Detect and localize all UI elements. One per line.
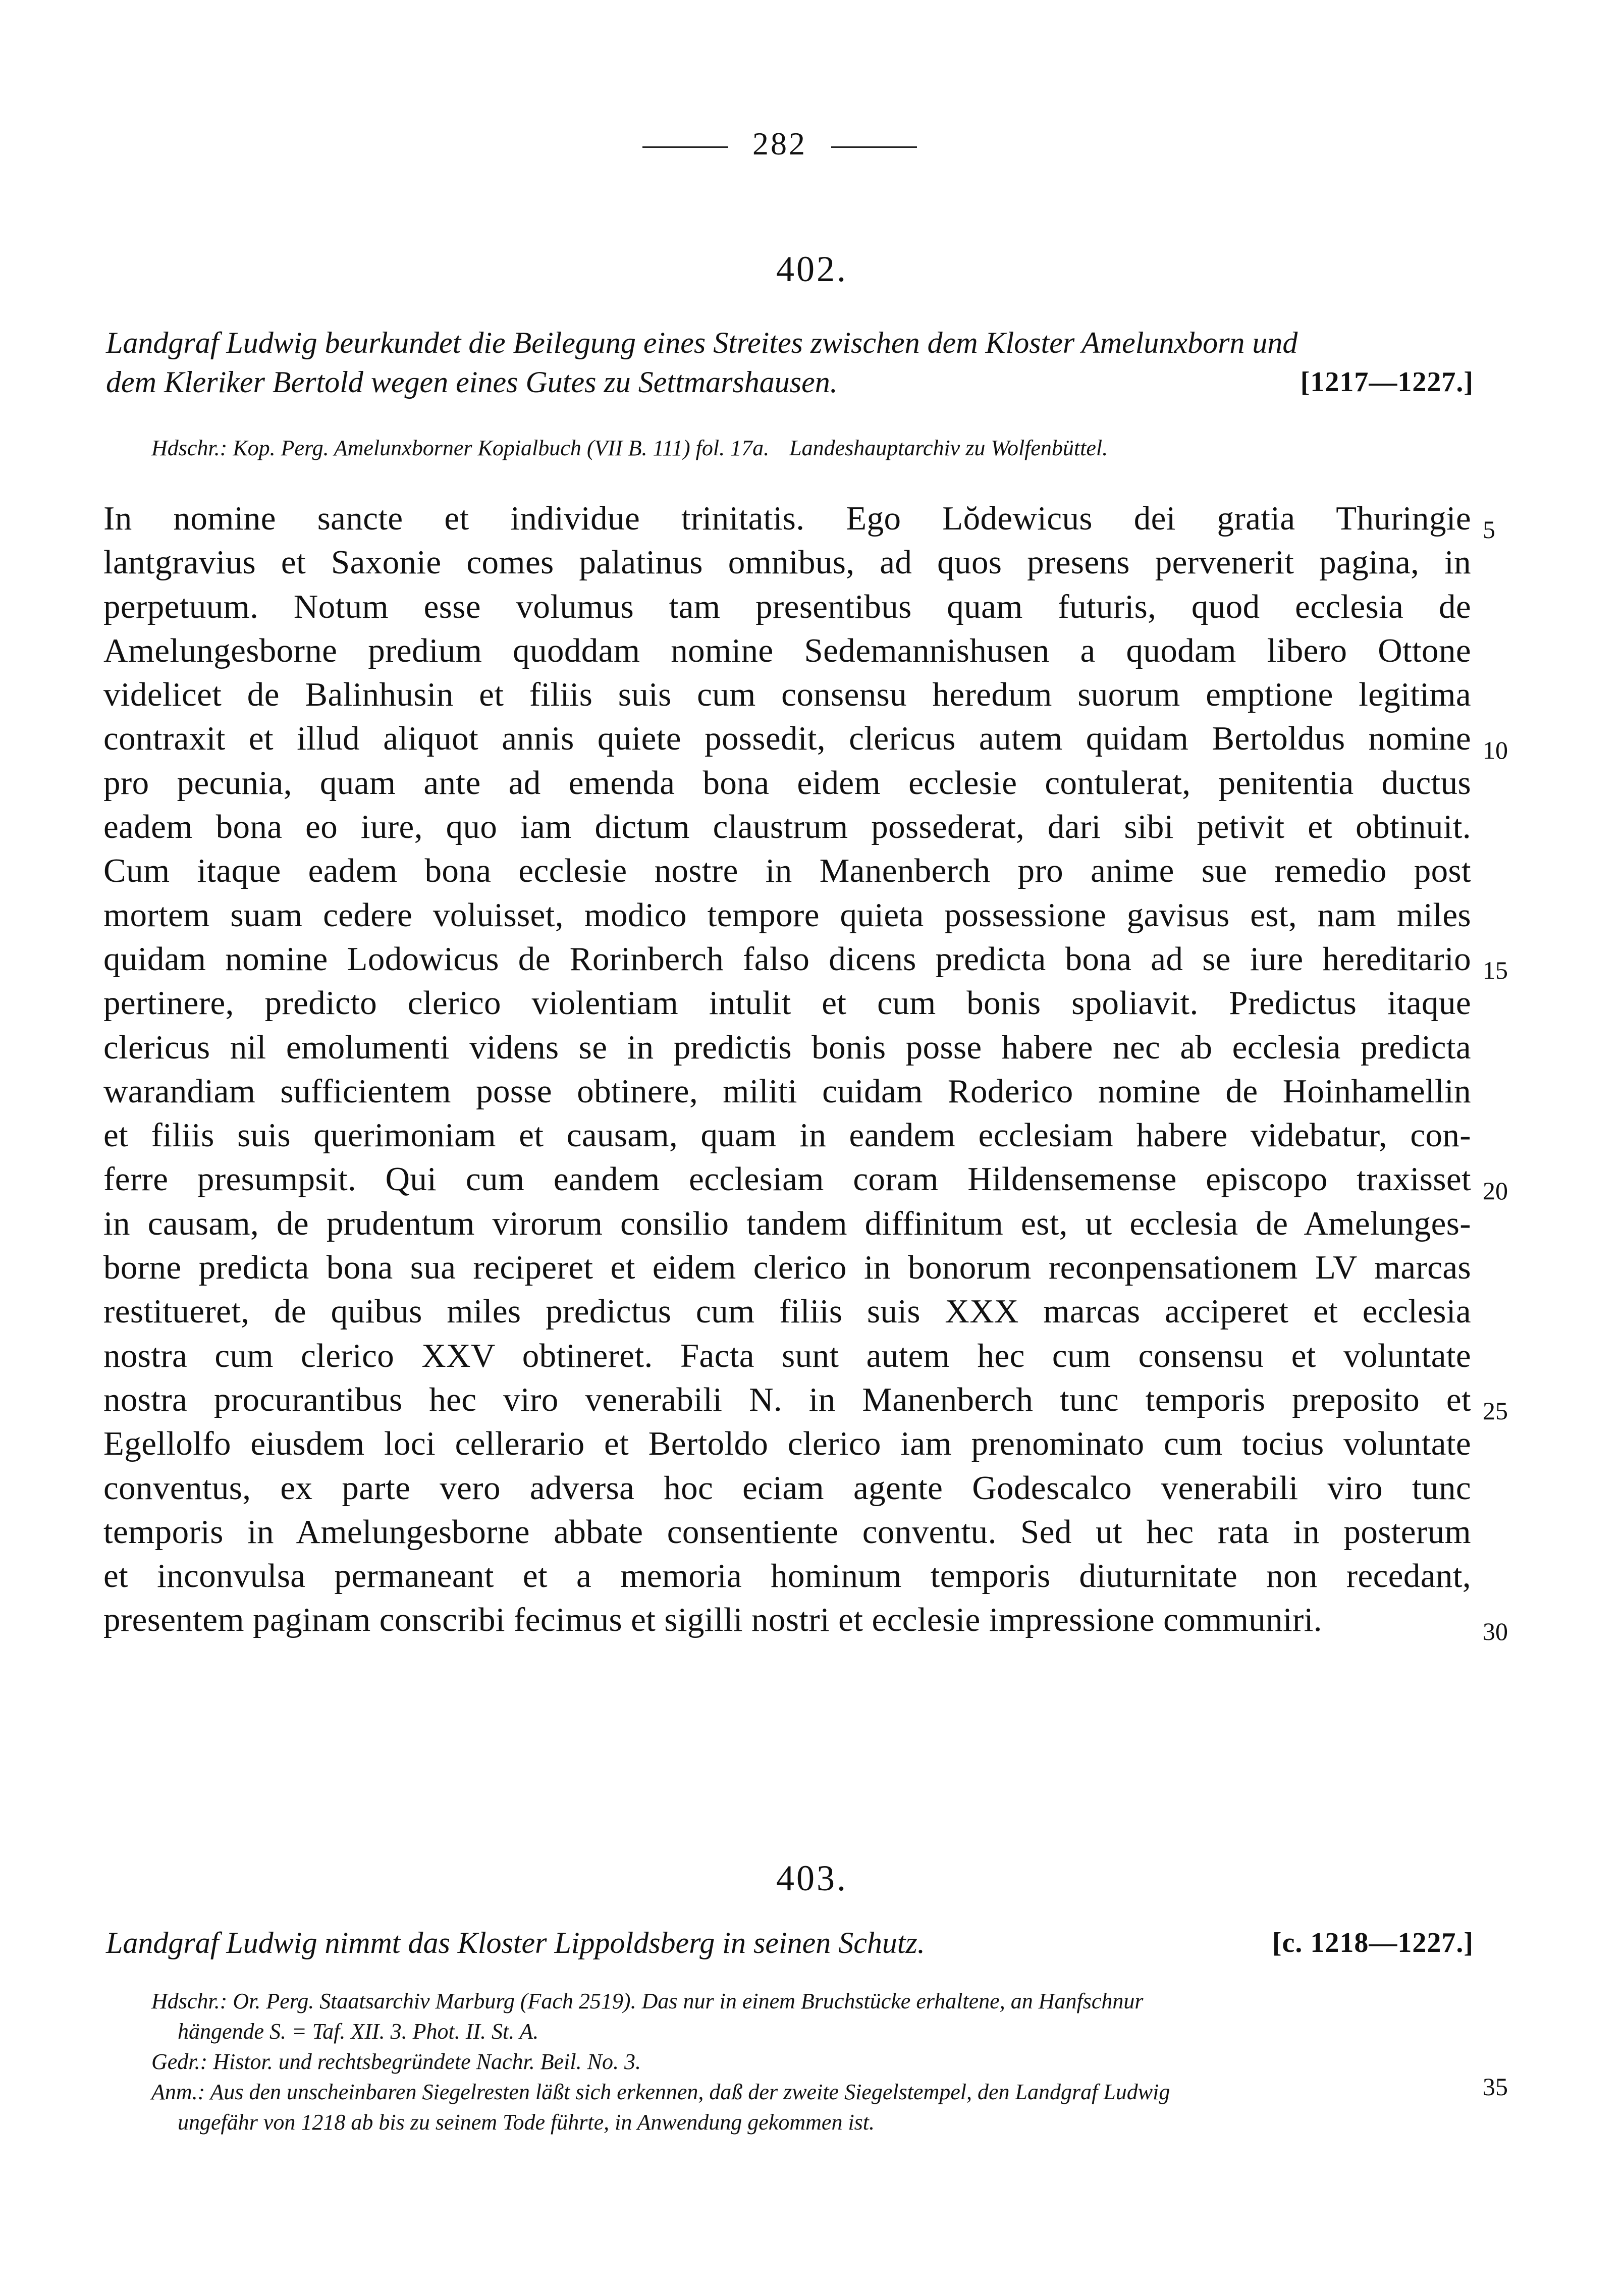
text-line: mortem suam cedere voluisset, modico tempore quieta possessione gavisus est, nam miles — [103, 896, 1471, 934]
text-line: Cum itaque eadem bona ecclesie nostre in Manenberch pro anime sue remedio post — [103, 852, 1471, 890]
line-number: 30 — [1483, 1617, 1508, 1645]
text-line: quidam nomine Lodowicus de Rorinberch falso dicens predicta bona ad se iure hereditario — [103, 940, 1471, 978]
text-line: lantgravius et Saxonie comes palatinus omnibus, ad quos presens pervenerit pagina, in — [103, 544, 1471, 581]
text-line: Egellolfo eiusdem loci cellerario et Bertoldo clerico iam prenominato cum tocius voluntate — [103, 1425, 1471, 1463]
text-line: nostra procurantibus hec viro venerabili N. in Manenberch tunc temporis preposito et — [103, 1380, 1471, 1418]
document-402-heading — [106, 323, 1474, 402]
text-line: borne predicta bona sua reciperet et eidem clerico in bonorum reconpensationem LV marcas — [103, 1249, 1471, 1287]
text-line: presentem paginam conscribi fecimus et sigilli nostri et ecclesie impressione communiri. — [103, 1601, 1322, 1639]
line-number: 35 — [1483, 2073, 1508, 2101]
heading-line: Landgraf Ludwig beurkundet die Beilegung eines Streites zwischen dem Kloster Amelunxborn und — [106, 326, 1298, 359]
text-line: pro pecunia, quam ante ad emenda bona eidem ecclesie contulerat, penitentia ductus — [103, 764, 1471, 802]
text-line: eadem bona eo iure, quo iam dictum claustrum possederat, dari sibi petivit et obtinuit. — [103, 808, 1471, 846]
document-402-apparatus — [151, 433, 1474, 463]
document-403-apparatus — [151, 1986, 1474, 2138]
document-number-402: 402. — [776, 249, 848, 289]
document-number-403: 403. — [776, 1858, 848, 1898]
document-403-heading — [106, 1923, 1474, 1962]
text-line: conventus, ex parte vero adversa hoc eciam agente Godescalco venerabili viro tunc — [103, 1469, 1471, 1507]
line-number: 25 — [1483, 1397, 1508, 1425]
heading-line: Landgraf Ludwig nimmt das Kloster Lippoldsberg in seinen Schutz. — [106, 1926, 925, 1959]
text-line: restitueret, de quibus miles predictus cum filiis suis XXX marcas acciperet et ecclesia — [103, 1293, 1471, 1331]
text-line: videlicet de Balinhusin et filiis suis cum consensu heredum suorum emptione legitima — [103, 676, 1471, 714]
left-rule — [642, 146, 728, 148]
apparatus-line: Anm.: Aus den unscheinbaren Siegelresten läßt sich erkennen, daß der zweite Siegelstempel, den Landgraf Ludwig — [151, 2080, 1170, 2104]
text-line: Amelungesborne predium quoddam nomine Sedemannishusen a quodam libero Ottone — [103, 631, 1471, 669]
text-line: ferre presumpsit. Qui cum eandem ecclesiam coram Hildensemense episcopo traxisset — [103, 1160, 1471, 1198]
text-line: nostra cum clerico XXV obtineret. Facta sunt autem hec cum consensu et voluntate — [103, 1337, 1471, 1374]
document-date: [c. 1218—1227.] — [1272, 1927, 1474, 1958]
text-line: perpetuum. Notum esse volumus tam presentibus quam futuris, quod ecclesia de — [103, 588, 1471, 625]
document-402-text — [103, 497, 1471, 1642]
line-number: 10 — [1483, 736, 1508, 764]
text-line: pertinere, predicto clerico violentiam intulit et cum bonis spoliavit. Predictus itaque — [103, 984, 1471, 1022]
text-line: temporis in Amelungesborne abbate consentiente conventu. Sed ut hec rata in posterum — [103, 1513, 1471, 1551]
page-number: 282 — [0, 125, 1559, 163]
apparatus-line: hängende S. = Taf. XII. 3. Phot. II. St. A. — [178, 2019, 539, 2044]
text-line: et inconvulsa permaneant et a memoria hominum temporis diuturnitate non recedant, — [103, 1557, 1471, 1595]
line-number: 5 — [1483, 515, 1495, 544]
text-line: contraxit et illud aliquot annis quiete possedit, clericus autem quidam Bertoldus nomine — [103, 720, 1471, 758]
apparatus-line: Hdschr.: Or. Perg. Staatsarchiv Marburg (Fach 2519). Das nur in einem Bruchstücke erhaltene, an Hanfschnur — [151, 1989, 1144, 2013]
line-number: 20 — [1483, 1177, 1508, 1205]
right-rule — [831, 146, 917, 148]
text-line: in causam, de prudentum virorum consilio tandem diffinitum est, ut ecclesia de Amelunges- — [103, 1204, 1471, 1242]
apparatus-line: ungefähr von 1218 ab bis zu seinem Tode führte, in Anwendung gekommen ist. — [178, 2110, 875, 2135]
apparatus-line: Gedr.: Histor. und rechtsbegründete Nachr. Beil. No. 3. — [151, 2049, 641, 2074]
text-line: et filiis suis querimoniam et causam, quam in eandem ecclesiam habere videbatur, con- — [103, 1117, 1471, 1154]
text-line: warandiam sufficientem posse obtinere, militi cuidam Roderico nomine de Hoinhamellin — [103, 1072, 1471, 1110]
line-number: 15 — [1483, 956, 1508, 984]
text-line: In nomine sancte et individue trinitatis. Ego Lŏdewicus dei gratia Thuringie — [103, 500, 1471, 537]
document-date: [1217—1227.] — [1300, 366, 1474, 398]
heading-line: dem Kleriker Bertold wegen eines Gutes zu Settmarshausen. — [106, 365, 838, 399]
text-line: clericus nil emolumenti videns se in predictis bonis posse habere nec ab ecclesia predicta — [103, 1028, 1471, 1066]
apparatus-line: Hdschr.: Kop. Perg. Amelunxborner Kopialbuch (VII B. 111) fol. 17a. Landeshauptarchiv zu Wolfenbüttel. — [151, 436, 1108, 460]
